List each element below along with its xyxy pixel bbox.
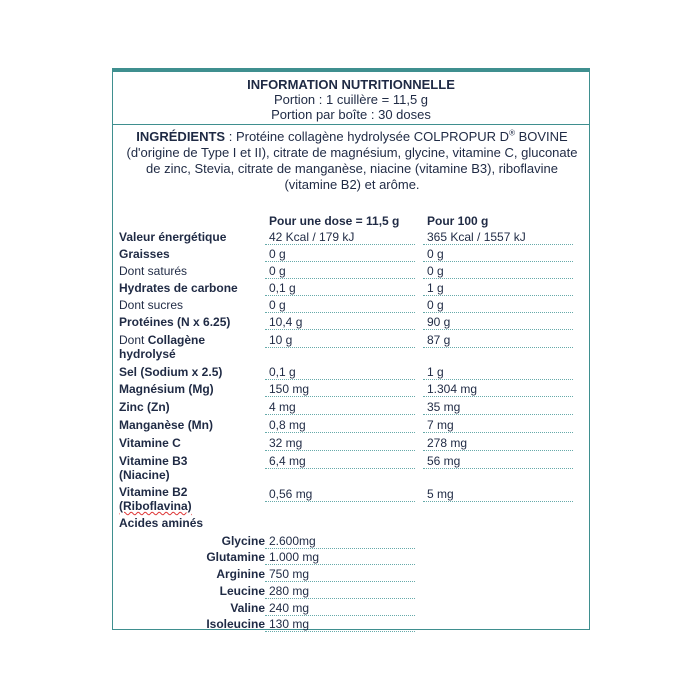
value-per-100g: 278 mg [423,436,573,451]
value-per-100g: 1.304 mg [423,382,573,397]
amino-name: Isoleucine [206,617,265,631]
portion-text: Portion : 1 cuillère = 11,5 g [273,92,429,107]
value-per-100g: 35 mg [423,400,573,415]
amino-value-row [113,550,433,566]
amino-value: 240 mg [265,601,415,616]
row-label: Dont saturés [119,264,188,278]
ingredients-label: INGRÉDIENTS [136,129,226,144]
row-label: Hydrates de carbone [119,281,238,295]
column-header-per-100g: Pour 100 g [427,214,489,228]
row-label: Valeur énergétique [119,230,227,244]
amino-value: 2.600mg [265,534,415,549]
row-label-line2: (Riboflavina) [119,499,192,513]
value-per-100g: 1 g [423,281,573,296]
amino-name: Valine [230,601,265,615]
value-per-100g: 0 g [423,247,573,262]
panel-title: INFORMATION NUTRITIONNELLE [247,77,455,92]
amino-name: Arginine [216,567,265,581]
value-per-dose: 0,56 mg [265,487,415,502]
value-per-dose: 32 mg [265,436,415,451]
nutrition-panel [112,68,590,630]
amino-name: Leucine [219,584,265,598]
amino-value-row [113,584,433,600]
row-label [119,454,264,482]
value-per-100g: 0 g [423,264,573,279]
amino-name: Glycine [221,534,265,548]
value-per-dose: 0 g [265,264,415,279]
row-label: Manganèse (Mn) [119,418,214,432]
amino-value: 1.000 mg [265,550,415,565]
row-label: Magnésium (Mg) [119,382,214,396]
row-label: Zinc (Zn) [119,400,170,414]
registered-mark: ® [509,128,515,138]
value-per-dose: 0,1 g [265,281,415,296]
panel-header [113,72,589,125]
row-label-line2: (Niacine) [119,468,170,482]
amino-acids-heading: Acides aminés [119,516,204,530]
value-per-dose: 150 mg [265,382,415,397]
amino-value: 750 mg [265,567,415,582]
ingredients-text-1: : Protéine collagène hydrolysée COLPROPUR D [225,129,510,144]
row-label-line1: Vitamine B2 [119,485,188,499]
row-label: Protéines (N x 6.25) [119,315,231,329]
row-label-bold: Collagène [147,333,206,347]
row-label [119,485,264,513]
value-per-dose: 42 Kcal / 179 kJ [265,230,415,245]
amino-value: 130 mg [265,617,415,632]
row-label-line2: hydrolysé [119,347,176,361]
ingredients-block [113,126,589,193]
amino-value-row [113,601,433,617]
table-row [113,454,589,484]
value-per-100g: 5 mg [423,487,573,502]
column-header-per-dose: Pour une dose = 11,5 g [269,214,400,228]
row-label: Graisses [119,247,170,261]
value-per-100g: 365 Kcal / 1557 kJ [423,230,573,245]
value-per-dose: 0 g [265,298,415,313]
value-per-dose: 4 mg [265,400,415,415]
row-label: Sel (Sodium x 2.5) [119,365,223,379]
value-per-100g: 56 mg [423,454,573,469]
amino-value: 280 mg [265,584,415,599]
amino-value-row [113,567,433,583]
value-per-dose: 6,4 mg [265,454,415,469]
table-row [113,485,589,515]
row-label [119,333,264,361]
portion-per-box-text: Portion par boîte : 30 doses [271,107,431,122]
value-per-100g: 87 g [423,333,573,348]
value-per-dose: 10,4 g [265,315,415,330]
ingredients-text-2: BOVINE (d'origine de Type I et II), citrate de magnésium, glycine, vitamine C, gluconate de zinc, Stevia, citrate de manganèse, niacine (vitamine B3), riboflavine (vitamine B2) et arôme. [126,129,578,192]
row-label-prefix: Dont [119,333,148,347]
value-per-100g: 90 g [423,315,573,330]
value-per-dose: 10 g [265,333,415,348]
value-per-dose: 0,1 g [265,365,415,380]
value-per-100g: 1 g [423,365,573,380]
row-label-line1: Vitamine B3 [119,454,188,468]
amino-value-row [113,617,433,633]
value-per-dose: 0,8 mg [265,418,415,433]
row-label: Vitamine C [119,436,181,450]
value-per-dose: 0 g [265,247,415,262]
amino-name: Glutamine [206,550,265,564]
value-per-100g: 7 mg [423,418,573,433]
table-row [113,333,589,363]
amino-value-row [113,534,433,550]
value-per-100g: 0 g [423,298,573,313]
row-label: Dont sucres [119,298,184,312]
